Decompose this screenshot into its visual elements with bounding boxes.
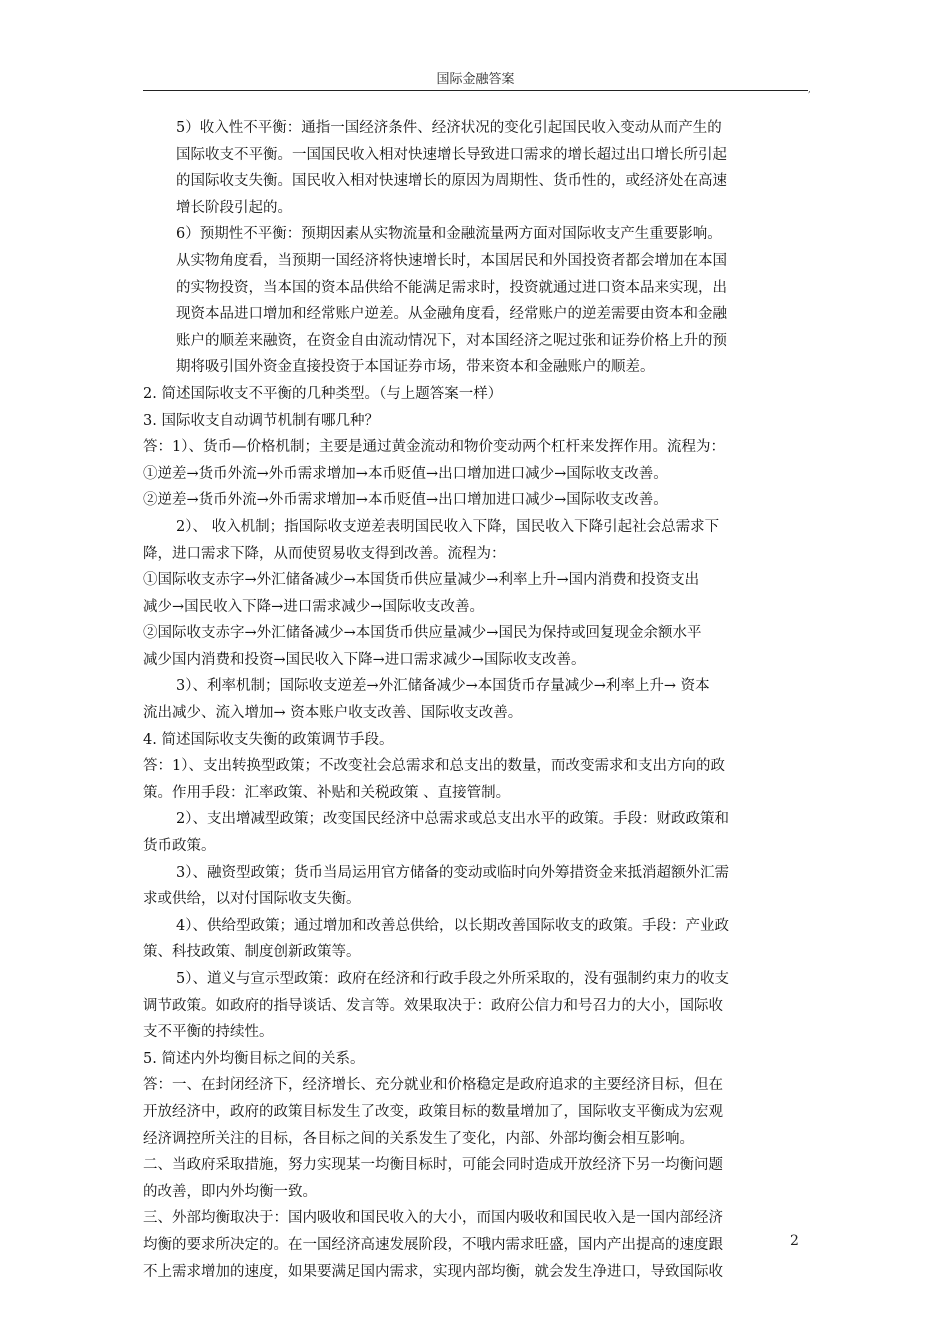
text-line: 6）预期性不平衡：预期因素从实物流量和金融流量两方面对国际收支产生重要影响。 <box>176 226 722 243</box>
text-line: 不上需求增加的速度，如果要满足国内需求，实现内部均衡，就会发生净进口，导致国际收 <box>143 1263 723 1280</box>
text-line: 的国际收支失衡。国民收入相对快速增长的原因为周期性、货币性的，或经济处在高速 <box>176 173 727 190</box>
text-line: 求或供给，以对付国际收支失衡。 <box>143 891 361 908</box>
text-line: 货币政策。 <box>143 838 216 855</box>
text-line: 5）收入性不平衡：通指一国经济条件、经济状况的变化引起国民收入变动从而产生的 <box>176 120 722 136</box>
header-title: 国际金融答案 <box>436 72 515 87</box>
text-line: 4）、供给型政策；通过增加和改善总供给，以长期改善国际收支的政策。手段：产业政 <box>176 917 729 934</box>
text-line: 4. 简述国际收支失衡的政策调节手段。 <box>143 731 394 748</box>
text-line: ②逆差→货币外流→外币需求增加→本币贬值→出口增加进口减少→国际收支改善。 <box>143 492 668 509</box>
text-line: 策、科技政策、制度创新政策等。 <box>143 944 361 961</box>
text-line: 答：1）、支出转换型政策；不改变社会总需求和总支出的数量，而改变需求和支出方向的政 <box>143 758 725 775</box>
text-line: 增长阶段引起的。 <box>176 199 292 216</box>
text-line: 答：1）、货币—价格机制；主要是通过黄金流动和物价变动两个杠杆来发挥作用。流程为： <box>143 439 725 456</box>
header-mark: , <box>808 85 811 95</box>
text-line: 减少国内消费和投资→国民收入下降→进口需求减少→国际收支改善。 <box>143 651 586 668</box>
text-line: 减少→国民收入下降→进口需求减少→国际收支改善。 <box>143 598 484 615</box>
text-line: 3. 国际收支自动调节机制有哪几种？ <box>143 412 379 429</box>
text-line: 调节政策。如政府的指导谈话、发言等。效果取决于：政府公信力和号召力的大小，国际收 <box>143 997 723 1014</box>
text-line: ①国际收支赤字→外汇储备减少→本国货币供应量减少→利率上升→国内消费和投资支出 <box>143 572 700 589</box>
page-number: 2 <box>790 1233 799 1249</box>
text-line: 5）、道义与宣示型政策：政府在经济和行政手段之外所采取的，没有强制约束力的收支 <box>176 971 729 987</box>
text-line: 2）、支出增减型政策；改变国民经济中总需求或总支出水平的政策。手段：财政政策和 <box>176 811 729 828</box>
text-line: 从实物角度看，当预期一国经济将快速增长时，本国居民和外国投资者都会增加在本国 <box>176 252 727 269</box>
text-line: 二、当政府采取措施，努力实现某一均衡目标时，可能会同时造成开放经济下另一均衡问题 <box>143 1157 723 1174</box>
text-line: 2）、 收入机制；指国际收支逆差表明国民收入下降，国民收入下降引起社会总需求下 <box>176 518 720 535</box>
document-body <box>143 115 808 1285</box>
text-line: 2. 简述国际收支不平衡的几种类型。（与上题答案一样） <box>143 385 503 402</box>
text-line: 经济调控所关注的目标，各目标之间的关系发生了变化，内部、外部均衡会相互影响。 <box>143 1130 694 1147</box>
text-line: 三、外部均衡取决于：国内吸收和国民收入的大小，而国内吸收和国民收入是一国内部经济 <box>143 1210 723 1227</box>
text-line: 的改善，即内外均衡一致。 <box>143 1183 317 1200</box>
text-line: 现资本品进口增加和经常账户逆差。从金融角度看，经常账户的逆差需要由资本和金融 <box>176 306 727 323</box>
text-line: 期将吸引国外资金直接投资于本国证券市场，带来资本和金融账户的顺差。 <box>176 359 655 376</box>
text-line: 降，进口需求下降，从而使贸易收支得到改善。流程为： <box>143 545 506 562</box>
text-line: 支不平衡的持续性。 <box>143 1024 274 1041</box>
text-line: 账户的顺差来融资，在资金自由流动情况下，对本国经济之呢过张和证券价格上升的预 <box>176 332 727 349</box>
text-line: ②国际收支赤字→外汇储备减少→本国货币供应量减少→国民为保持或回复现金余额水平 <box>143 625 702 642</box>
text-line: 国际收支不平衡。一国国民收入相对快速增长导致进口需求的增长超过出口增长所引起 <box>176 146 727 163</box>
text-line: 3）、利率机制；国际收支逆差→外汇储备减少→本国货币存量减少→利率上升→ 资本 <box>176 678 710 695</box>
text-line: 的实物投资，当本国的资本品供给不能满足需求时，投资就通过进口资本品来实现，出 <box>176 279 727 296</box>
text-line: 策。作用手段：汇率政策、补贴和关税政策 、直接管制。 <box>143 784 511 801</box>
text-line: 均衡的要求所决定的。在一国经济高速发展阶段，不哦内需求旺盛，国内产出提高的速度跟 <box>143 1236 723 1253</box>
text-line: 开放经济中，政府的政策目标发生了改变，政策目标的数量增加了，国际收支平衡成为宏观 <box>143 1103 723 1120</box>
page-header <box>143 72 808 91</box>
text-line: 3）、融资型政策；货币当局运用官方储备的变动或临时向外筹措资金来抵消超额外汇需 <box>176 864 729 881</box>
text-line: 5. 简述内外均衡目标之间的关系。 <box>143 1050 365 1067</box>
text-line: 答：一、在封闭经济下，经济增长、充分就业和价格稳定是政府追求的主要经济目标，但在 <box>143 1077 723 1094</box>
text-line: 流出减少、流入增加→ 资本账户收支改善、国际收支改善。 <box>143 705 523 722</box>
text-line: ①逆差→货币外流→外币需求增加→本币贬值→出口增加进口减少→国际收支改善。 <box>143 465 668 482</box>
